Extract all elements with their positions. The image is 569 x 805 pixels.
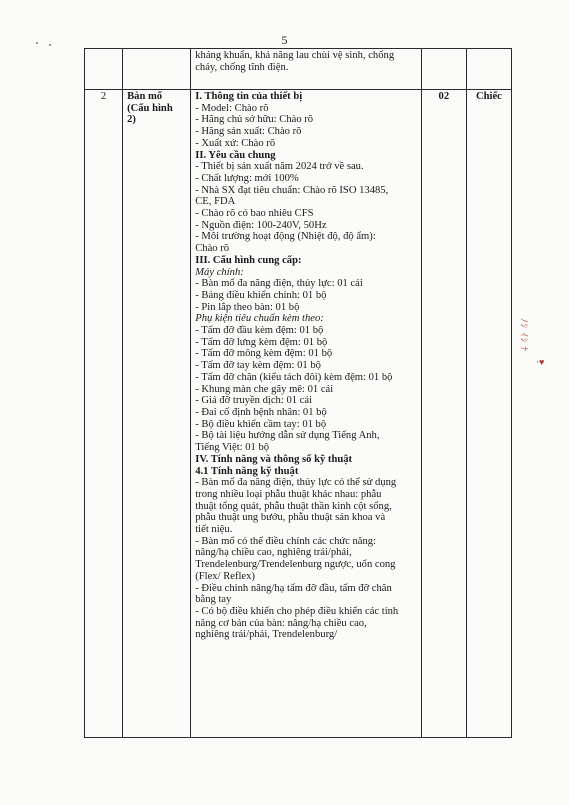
unit: Chiếc	[475, 91, 502, 102]
spec-line: Chào rõ	[195, 243, 230, 255]
spec-table	[84, 48, 512, 738]
spec-line: - Model: Chào rõ	[195, 102, 269, 114]
handwritten-margin-mark: ·♥	[536, 357, 545, 367]
unit-cell	[466, 49, 511, 90]
item-number: 2	[100, 91, 107, 102]
spec-heading: 4.1 Tính năng kỹ thuật	[195, 465, 299, 477]
spec-cell	[191, 90, 422, 738]
scan-speck	[36, 42, 38, 44]
spec-line: - Chất lượng: mới 100%	[195, 172, 299, 184]
spec-heading: IV. Tính năng và thông số kỹ thuật	[195, 453, 353, 465]
spec-line: - Bàn mổ đa năng điện, thủy lực có thể sử dụng	[195, 477, 397, 489]
spec-line: - Điều chỉnh nâng/hạ tấm đỡ đầu, tấm đỡ chân	[195, 582, 392, 594]
spec-line: - Tấm đỡ tay kèm đệm: 01 bộ	[195, 360, 321, 372]
spec-heading: III. Cấu hình cung cấp:	[195, 254, 302, 266]
spec-line: phẫu thuật ung bướu, phẫu thuật sản khoa và	[195, 512, 386, 524]
spec-line: - Bảng điều khiển chính: 01 bộ	[195, 289, 327, 301]
spec-line: nâng/hạ chiều cao, nghiêng trái/phải,	[195, 547, 352, 559]
spec-cell	[191, 49, 422, 90]
handwritten-margin-note: ﾉｼ ｲｼ ﾅ	[519, 318, 529, 353]
item-name-line: 2)	[127, 114, 136, 126]
item-name-line: (Cấu hình	[127, 102, 173, 114]
spec-line: thuật tổng quát, phẫu thuật thần kinh cột sống,	[195, 500, 392, 512]
spec-line: nghiêng trái/phải, Trendelenburg/	[195, 629, 338, 641]
spec-line: - Thiết bị sản xuất năm 2024 trở về sau.	[195, 161, 364, 173]
spec-line: - Chào rõ có bao nhiêu CFS	[195, 208, 314, 220]
table-row-item-2	[85, 90, 512, 738]
spec-line: CE, FDA	[195, 196, 236, 208]
spec-list	[191, 90, 421, 642]
spec-line: - Đai cố định bệnh nhân: 01 bộ	[195, 406, 327, 418]
spec-line: Tiếng Việt: 01 bộ	[195, 442, 270, 454]
spec-line: - Hãng sản xuất: Chào rõ	[195, 126, 302, 138]
spec-line: - Tấm đỡ đầu kèm đệm: 01 bộ	[195, 325, 324, 337]
spec-line: - Môi trường hoạt động (Nhiệt độ, độ ẩm):	[195, 231, 376, 243]
spec-line: năng cơ bản của bàn: nâng/hạ chiều cao,	[195, 617, 367, 629]
spec-line: - Tấm đỡ chân (kiểu tách đôi) kèm đệm: 01 bộ	[195, 371, 393, 383]
spec-line: - Tấm đỡ lưng kèm đệm: 01 bộ	[195, 336, 328, 348]
spec-line: - Bàn mổ có thể điều chỉnh các chức năng:	[195, 535, 377, 547]
item-name-line: Bàn mổ	[127, 91, 163, 102]
spec-line: - Bộ tài liệu hướng dẫn sử dụng Tiếng Anh,	[195, 430, 380, 442]
spec-heading: I. Thông tin của thiết bị	[195, 91, 303, 102]
spec-line: bằng tay	[195, 594, 232, 606]
spec-line: - Tấm đỡ mông kèm đệm: 01 bộ	[195, 348, 333, 360]
spec-line: - Có bộ điều khiển cho phép điều khiển các tính	[195, 605, 399, 617]
name-cell	[123, 49, 191, 90]
spec-line: - Bộ điều khiển cầm tay: 01 bộ	[195, 418, 327, 430]
table-row-previous	[85, 49, 512, 90]
spec-line: kháng khuẩn, khả năng lau chùi vệ sinh, chống	[195, 50, 395, 61]
scan-speck	[49, 44, 51, 46]
spec-line: Phụ kiện tiêu chuẩn kèm theo:	[195, 313, 324, 325]
spec-line: (Flex/ Reflex)	[195, 570, 255, 582]
qty-cell	[421, 90, 466, 738]
spec-line: - Pin lắp theo bàn: 01 bộ	[195, 301, 300, 313]
unit-cell	[466, 90, 511, 738]
spec-line: - Nguồn điện: 100-240V, 50Hz	[195, 219, 327, 231]
qty-cell	[421, 49, 466, 90]
stt-cell	[85, 49, 123, 90]
spec-line: - Hãng chủ sở hữu: Chào rõ	[195, 114, 314, 126]
spec-line: - Khung màn che gây mê: 01 cái	[195, 383, 334, 395]
spec-line: Trendelenburg/Trendelenburg ngược, uốn cong	[195, 559, 396, 571]
spec-line: - Nhà SX đạt tiêu chuẩn: Chào rõ ISO 13485,	[195, 184, 389, 196]
spec-line: - Giá đỡ truyền dịch: 01 cái	[195, 395, 313, 407]
quantity: 02	[438, 91, 450, 102]
spec-line: cháy, chống tĩnh điện.	[195, 61, 289, 73]
spec-line: - Xuất xứ: Chào rõ	[195, 137, 276, 149]
stt-cell	[85, 90, 123, 738]
spec-line: - Bàn mổ đa năng điện, thủy lực: 01 cái	[195, 278, 363, 290]
spec-line: tiết niệu.	[195, 524, 233, 536]
page-number: 5	[281, 33, 288, 47]
name-cell	[123, 90, 191, 738]
spec-line: Máy chính:	[195, 266, 244, 278]
spec-line: trong nhiều loại phẫu thuật khác nhau: phẫu	[195, 488, 382, 500]
spec-heading: II. Yêu cầu chung	[195, 149, 276, 161]
